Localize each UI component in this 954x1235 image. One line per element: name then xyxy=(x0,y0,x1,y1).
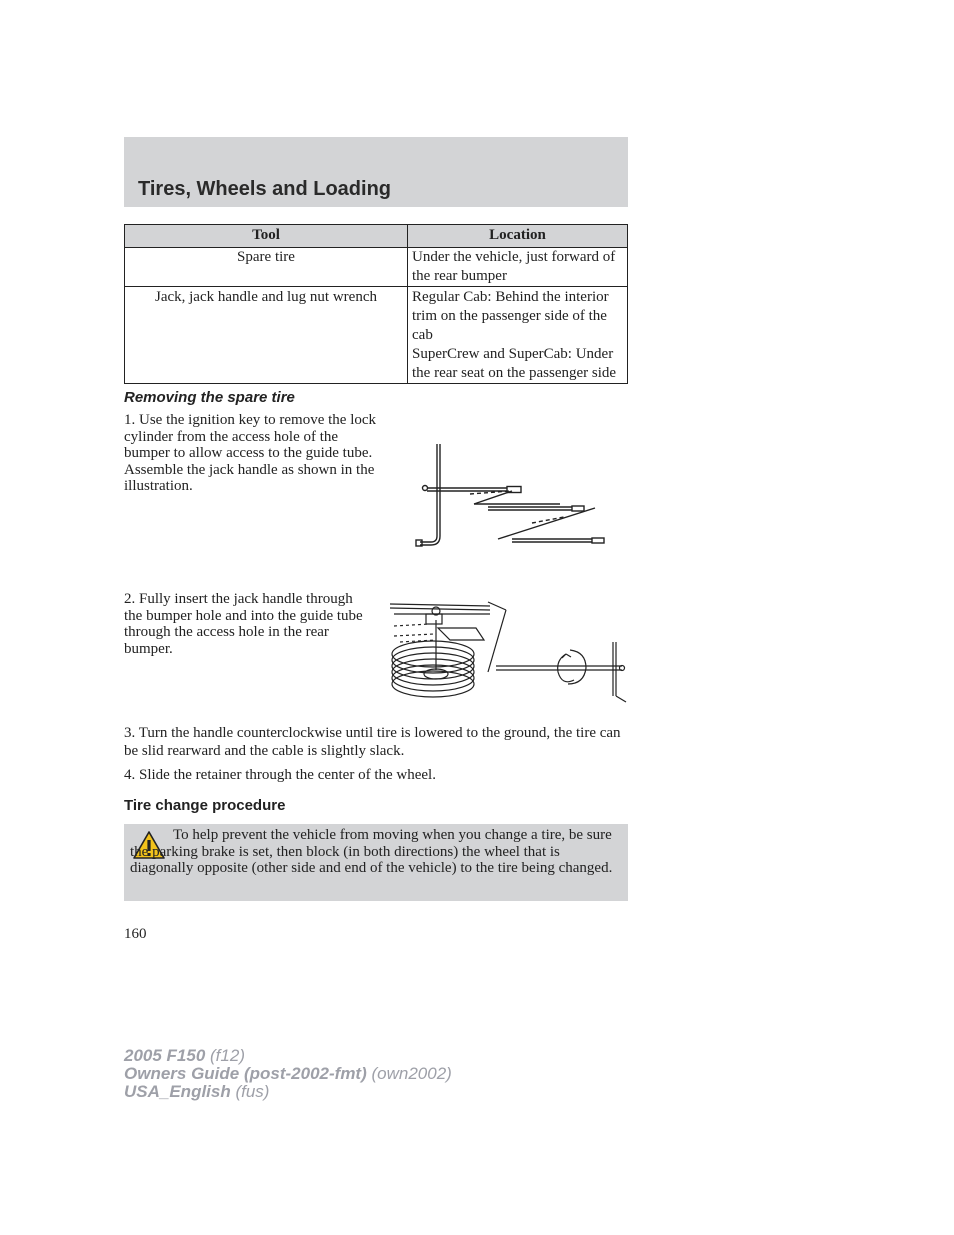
section-title: Tires, Wheels and Loading xyxy=(138,178,392,200)
document-footer xyxy=(124,1047,452,1101)
footer-model: 2005 F150 xyxy=(124,1046,206,1065)
table-row xyxy=(125,287,628,384)
footer-guide: Owners Guide (post-2002-fmt) xyxy=(124,1064,367,1083)
table-cell-location: Under the vehicle, just forward of the rear bumper xyxy=(408,248,628,287)
step-4-text: 4. Slide the retainer through the center of the wheel. xyxy=(124,767,436,783)
removing-heading: Removing the spare tire xyxy=(124,389,295,406)
warning-box xyxy=(124,824,628,901)
location-line: SuperCrew and SuperCab: Under the rear seat on the passenger side xyxy=(412,346,617,381)
table-row xyxy=(125,248,628,287)
tire-change-heading: Tire change procedure xyxy=(124,797,286,814)
spare-tire-lowering-illustration xyxy=(390,598,630,706)
jack-handle-assembly-illustration xyxy=(412,440,608,552)
footer-language-code: (fus) xyxy=(230,1082,270,1101)
footer-line xyxy=(124,1083,452,1101)
table-cell-location xyxy=(408,287,628,384)
table-cell-tool: Spare tire xyxy=(125,248,408,287)
location-line: Regular Cab: Behind the interior trim on the passenger side of the cab xyxy=(412,289,609,343)
step-2-text: 2. Fully insert the jack handle through the bumper hole and into the guide tube through the access hole in the rear bumper. xyxy=(124,591,363,657)
step-1-text: 1. Use the ignition key to remove the lock cylinder from the access hole of the bumper to allow access to the guide tube. Assemble the jack handle as shown in the illustration. xyxy=(124,412,377,494)
step-3-text: 3. Turn the handle counterclockwise until tire is lowered to the ground, the tire can be slid rearward and the cable is slightly slack. xyxy=(124,725,621,759)
tool-location-table xyxy=(124,224,628,384)
table-cell-tool: Jack, jack handle and lug nut wrench xyxy=(125,287,408,384)
warning-text: To help prevent the vehicle from moving when you change a tire, be sure the parking brake is set, then block (in both directions) the wheel that is diagonally opposite (other side and end of the vehicle) to the tire being changed. xyxy=(130,827,613,876)
footer-language: USA_English xyxy=(124,1082,231,1101)
column-header-location: Location xyxy=(408,225,628,248)
section-header-band xyxy=(124,137,628,207)
footer-line xyxy=(124,1065,452,1083)
table-header-row xyxy=(125,225,628,248)
footer-guide-code: (own2002) xyxy=(366,1064,452,1083)
column-header-tool: Tool xyxy=(125,225,408,248)
page-number: 160 xyxy=(124,926,147,942)
footer-line xyxy=(124,1047,452,1065)
footer-model-code: (f12) xyxy=(205,1046,245,1065)
